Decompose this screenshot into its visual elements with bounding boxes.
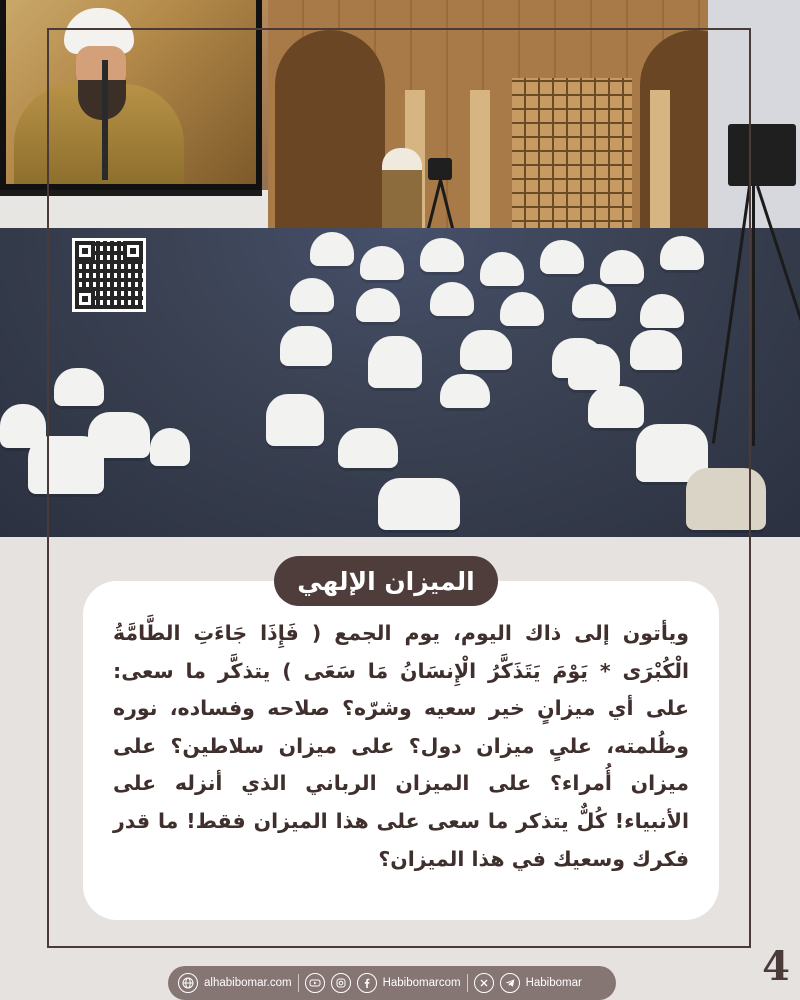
qr-code[interactable] [72, 238, 146, 312]
page-number: 4 [762, 943, 790, 990]
prayer-cap [338, 428, 398, 468]
social-footer [168, 966, 616, 1000]
instagram-icon[interactable] [331, 973, 351, 993]
tripod-leg [752, 186, 755, 446]
youtube-icon[interactable] [305, 973, 325, 993]
social-handle-primary[interactable]: Habibomarcom [382, 977, 461, 989]
video-camera-icon [728, 124, 796, 186]
prayer-cap [266, 394, 324, 446]
globe-icon[interactable] [178, 973, 198, 993]
website-link[interactable]: alhabibomar.com [204, 977, 292, 989]
microphone [102, 60, 108, 180]
frame-line [47, 946, 751, 948]
prayer-cap [686, 468, 766, 530]
prayer-cap [54, 368, 104, 406]
social-handle-secondary[interactable]: Habibomar [525, 977, 582, 989]
quote-text: ويأتون إلى ذاك اليوم، يوم الجمع ( فَإِذَا جَاءَتِ الطَّامَّةُ الْكُبْرَى * يَوْمَ يَتَذَكَّرُ الْإِنسَانُ مَا سَعَى ) يتذكَّر ما سعى: على أي ميزانٍ خير سعيه وشرّه؟ صلاحه وفساده، نوره وظُلمته، علىٍ ميزان دول؟ على ميزان سلاطين؟ على ميزان أُمراء؟ على الميزان الرباني الذي أنزله على الأنبياء! كُلٌّ يتذكر ما سعى على هذا الميزان فقط! ما قدر فكرك وسعيك في هذا الميزان؟ [113, 621, 689, 871]
facebook-icon[interactable] [357, 973, 377, 993]
prayer-cap [568, 344, 620, 390]
prayer-cap [280, 326, 332, 366]
prayer-cap [460, 330, 512, 370]
qr-finder [123, 241, 143, 261]
divider [298, 974, 299, 992]
prayer-cap [440, 374, 490, 408]
qr-finder [75, 241, 95, 261]
prayer-cap [150, 428, 190, 466]
camera-icon [428, 158, 452, 180]
quote-card [83, 581, 719, 920]
card-title: الميزان الإلهي [274, 556, 498, 606]
qr-pattern [75, 241, 143, 309]
qr-finder [75, 289, 95, 309]
frame-line [47, 30, 49, 948]
lattice-window [512, 78, 632, 248]
prayer-cap [588, 386, 644, 428]
prayer-cap [378, 478, 460, 530]
frame-line [749, 30, 751, 948]
prayer-cap [630, 330, 682, 370]
prayer-cap [368, 340, 422, 388]
wooden-arch [275, 30, 385, 230]
x-icon[interactable] [474, 973, 494, 993]
telegram-icon[interactable] [500, 973, 520, 993]
frame-line [47, 28, 751, 30]
prayer-cap [28, 436, 104, 494]
divider [467, 974, 468, 992]
